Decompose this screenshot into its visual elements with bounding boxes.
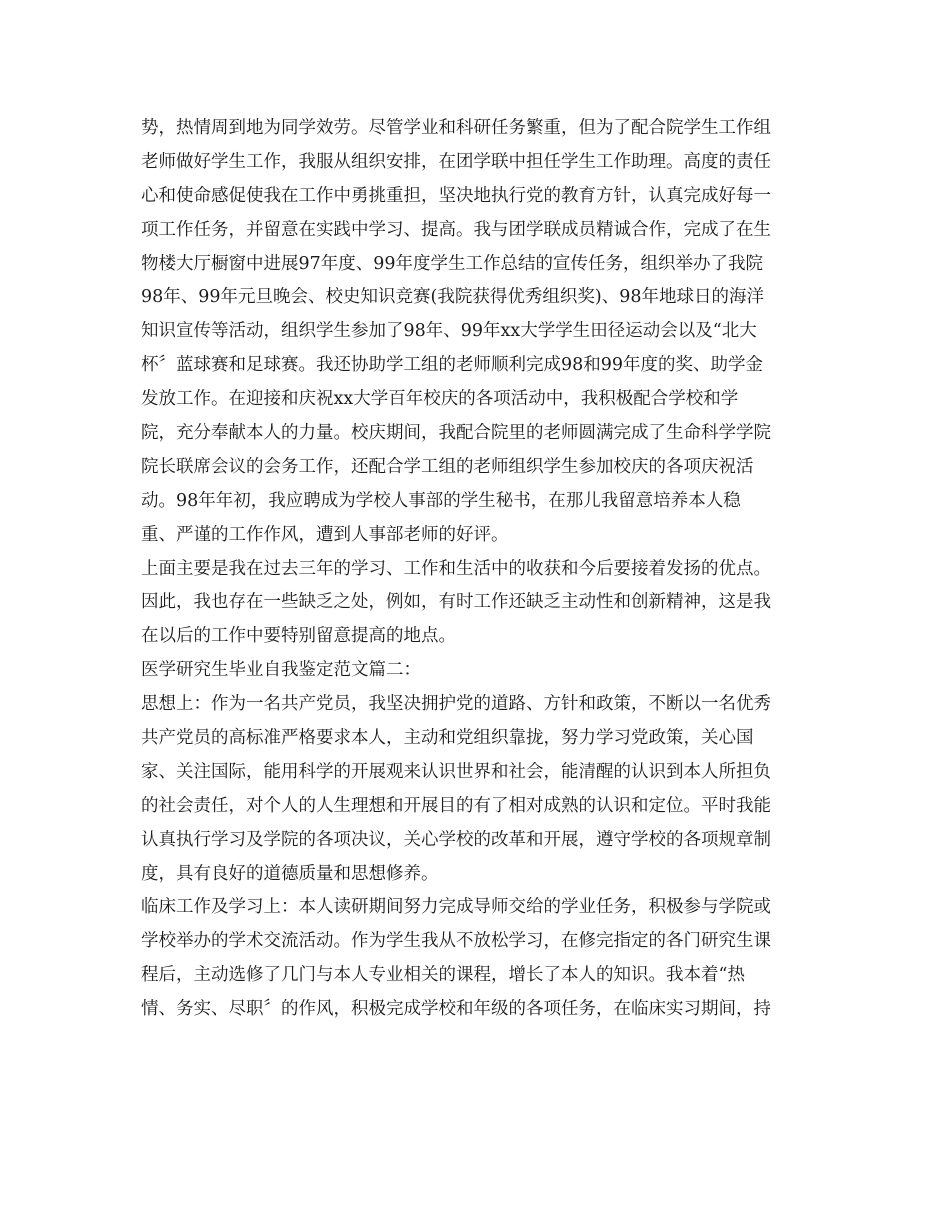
text-line: 度，具有良好的道德质量和思想修养。 — [141, 863, 439, 884]
section-heading: 医学研究生毕业自我鉴定范文篇二： — [141, 660, 421, 681]
text-line: 势，热情周到地为同学效劳。尽管学业和科研任务繁重，但为了配合院学生工作组 — [141, 118, 771, 138]
text-line: 临床工作及学习上：本人读研期间努力完成导师交给的学业任务，积极参与学院或 — [141, 897, 771, 918]
text-line: 共产党员的高标准严格要求本人，主动和党组织靠拢，努力学习党政策，关心国 — [141, 728, 754, 749]
text-line: 因此，我也存在一些缺乏之处，例如，有时工作还缺乏主动性和创新精神，这是我 — [141, 592, 771, 613]
text-line: 家、关注国际，能用科学的开展观来认识世界和社会，能清醒的认识到本人所担负 — [141, 761, 771, 782]
text-line: 物楼大厅橱窗中进展97年度、99年度学生工作总结的宣传任务，组织举办了我院 — [141, 253, 764, 274]
text-line: 院长联席会议的会务工作，还配合学工组的老师组织学生参加校庆的各项庆祝活 — [141, 456, 754, 477]
text-line: 思想上：作为一名共产党员，我坚决拥护党的道路、方针和政策，不断以一名优秀 — [141, 694, 771, 715]
text-line: 学校举办的学术交流活动。作为学生我从不放松学习，在修完指定的各门研究生课 — [141, 931, 771, 952]
text-line: 发放工作。在迎接和庆祝xx大学百年校庆的各项活动中，我积极配合学校和学 — [141, 389, 739, 410]
text-line: 在以后的工作中要特别留意提高的地点。 — [141, 626, 456, 647]
text-line: 知识宣传等活动，组织学生参加了98年、99年xx大学学生田径运动会以及“北大 — [141, 321, 757, 342]
text-line: 心和使命感促使我在工作中勇挑重担，坚决地执行党的教育方针，认真完成好每一 — [141, 185, 771, 206]
document-body — [141, 112, 811, 1027]
text-line: 98年、99年元旦晚会、校史知识竞赛(我院获得优秀组织奖)、98年地球日的海洋 — [141, 287, 764, 308]
text-line: 老师做好学生工作，我服从组织安排，在团学联中担任学生工作助理。高度的责任 — [141, 151, 771, 172]
text-line: 动。98年年初，我应聘成为学校人事部的学生秘书，在那儿我留意培养本人稳 — [141, 490, 741, 511]
text-line: 重、严谨的工作作风，遭到人事部老师的好评。 — [141, 524, 509, 545]
text-line: 院，充分奉献本人的力量。校庆期间，我配合院里的老师圆满完成了生命科学学院 — [141, 423, 771, 444]
text-line: 认真执行学习及学院的各项决议，关心学校的改革和开展，遵守学校的各项规章制 — [141, 829, 771, 850]
text-line: 项工作任务，并留意在实践中学习、提高。我与团学联成员精诚合作，完成了在生 — [141, 219, 771, 240]
text-line: 情、务实、尽职〞的作风，积极完成学校和年级的各项任务，在临床实习期间，持 — [141, 999, 771, 1020]
text-line: 杯〞蓝球赛和足球赛。我还协助学工组的老师顺利完成98和99年度的奖、助学金 — [141, 355, 764, 376]
text-line: 程后，主动选修了几门与本人专业相关的课程，增长了本人的知识。我本着“热 — [141, 965, 745, 986]
text-line: 的社会责任，对个人的人生理想和开展目的有了相对成熟的认识和定位。平时我能 — [141, 795, 771, 816]
text-line: 上面主要是我在过去三年的学习、工作和生活中的收获和今后要接着发扬的优点。 — [141, 558, 771, 579]
